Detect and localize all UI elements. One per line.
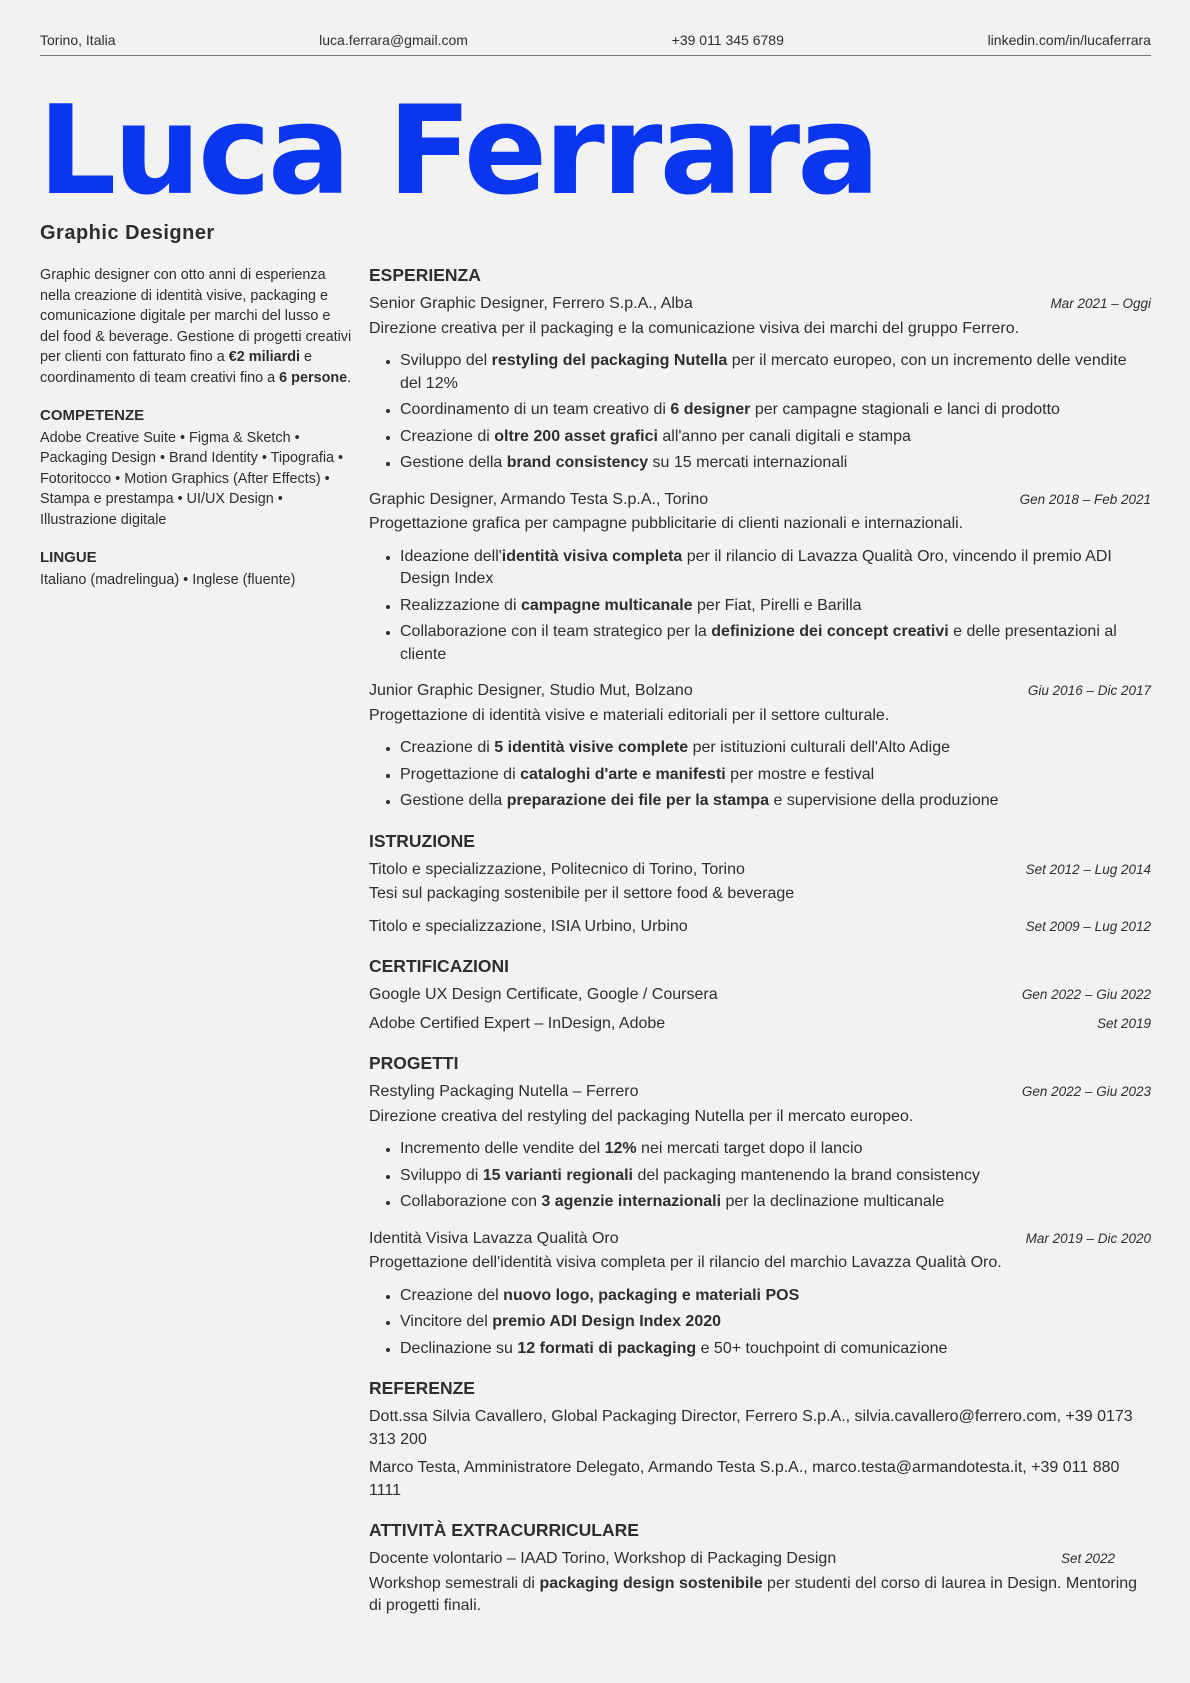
bullet-item: Realizzazione di campagne multicanale per Fiat, Pirelli e Barilla bbox=[383, 595, 1151, 618]
job-entry bbox=[369, 293, 1151, 475]
certification-date: Gen 2022 – Giu 2022 bbox=[1021, 987, 1151, 1002]
job-description: Progettazione di identità visive e materiali editoriali per il settore culturale. bbox=[369, 706, 890, 724]
project-bullets bbox=[369, 1285, 1151, 1361]
bullet-item: Progettazione di cataloghi d'arte e manifesti per mostre e festival bbox=[383, 764, 1151, 787]
bullet-item: Coordinamento di un team creativo di 6 designer per campagne stagionali e lanci di prodotto bbox=[383, 399, 1151, 422]
project-date: Mar 2019 – Dic 2020 bbox=[1025, 1230, 1151, 1246]
job-date: Mar 2021 – Oggi bbox=[1050, 296, 1151, 311]
summary-highlight: 6 persone bbox=[279, 369, 348, 386]
extracurricular-title: Docente volontario – IAAD Torino, Workshop di Packaging Design bbox=[369, 1550, 837, 1567]
job-entry bbox=[369, 680, 1151, 813]
education-description: Tesi sul packaging sostenibile per il settore food & beverage bbox=[369, 885, 795, 902]
skills-list: Adobe Creative Suite • Figma & Sketch • Packaging Design • Brand Identity • Tipografia • Fotoritocco • Motion Graphics (After Effects) • Stampa e prestampa • UI/UX Design • Illustrazione digitale bbox=[40, 429, 344, 528]
project-date: Gen 2022 – Giu 2023 bbox=[1021, 1084, 1151, 1099]
bullet-item: Incremento delle vendite del 12% nei mercati target dopo il lancio bbox=[383, 1138, 1151, 1161]
projects-heading: PROGETTI bbox=[369, 1053, 459, 1073]
contact-email[interactable]: luca.ferrara@gmail.com bbox=[319, 32, 468, 48]
education-date: Set 2009 – Lug 2012 bbox=[1025, 918, 1151, 934]
job-entry bbox=[369, 489, 1151, 667]
project-entry bbox=[369, 1081, 1151, 1214]
candidate-name: Luca Ferrara bbox=[38, 80, 878, 223]
job-bullets bbox=[369, 737, 1151, 813]
job-title: Senior Graphic Designer, Ferrero S.p.A., Alba bbox=[369, 295, 693, 312]
reference-entry: Marco Testa, Amministratore Delegato, Armando Testa S.p.A., marco.testa@armandotesta.it, +39 011 880 1111 bbox=[369, 1459, 1120, 1499]
languages-heading: LINGUE bbox=[40, 549, 97, 566]
certification-entry bbox=[369, 984, 1151, 1007]
education-title: Titolo e specializzazione, Politecnico di Torino, Torino bbox=[369, 860, 745, 878]
summary-text: . bbox=[347, 369, 352, 386]
main-content bbox=[369, 265, 1151, 1618]
sidebar bbox=[40, 265, 353, 590]
bullet-item: Ideazione dell'identità visiva completa per il rilancio di Lavazza Qualità Oro, vincendo il premio ADI Design Index bbox=[383, 546, 1151, 591]
bullet-item: Vincitore del premio ADI Design Index 2020 bbox=[383, 1311, 1151, 1334]
project-description: Progettazione dell'identità visiva completa per il rilancio del marchio Lavazza Qualità Oro. bbox=[369, 1254, 1002, 1271]
certification-date: Set 2019 bbox=[1096, 1015, 1151, 1031]
summary-text: Graphic designer con otto anni di esperienza nella creazione di identità visive, packaging e comunicazione digitale per marchi del lusso e del food & beverage. Gestione di progetti creativi per clienti con fatturato fino a bbox=[40, 267, 352, 365]
project-description: Direzione creativa del restyling del packaging Nutella per il mercato europeo. bbox=[369, 1107, 914, 1125]
languages-list: Italiano (madrelingua) • Inglese (fluente) bbox=[40, 571, 296, 588]
project-entry bbox=[369, 1228, 1151, 1361]
bullet-item: Gestione della brand consistency su 15 mercati internazionali bbox=[383, 452, 1151, 475]
extracurricular-description: Workshop semestrali di packaging design sostenibile per studenti del corso di laurea in Design. Mentoring di progetti finali. bbox=[369, 1574, 1138, 1614]
contact-bar bbox=[40, 32, 1151, 56]
bullet-item: Creazione di 5 identità visive complete per istituzioni culturali dell'Alto Adige bbox=[383, 737, 1151, 760]
extracurricular-date: Set 2022 bbox=[1060, 1551, 1115, 1566]
bullet-item: Collaborazione con il team strategico per la definizione dei concept creativi e delle presentazioni al cliente bbox=[383, 621, 1151, 666]
job-bullets bbox=[369, 546, 1151, 667]
skills-heading: COMPETENZE bbox=[40, 407, 145, 424]
education-entry bbox=[369, 916, 1151, 939]
extracurricular-heading: ATTIVITÀ EXTRACURRICULARE bbox=[369, 1520, 639, 1540]
project-title: Identità Visiva Lavazza Qualità Oro bbox=[369, 1229, 619, 1247]
education-date: Set 2012 – Lug 2014 bbox=[1025, 861, 1151, 877]
bullet-item: Gestione della preparazione dei file per la stampa e supervisione della produzione bbox=[383, 790, 1151, 813]
job-description: Direzione creativa per il packaging e la comunicazione visiva dei marchi del gruppo Ferrero. bbox=[369, 319, 1020, 337]
contact-phone[interactable]: +39 011 345 6789 bbox=[671, 32, 784, 48]
job-date: Giu 2016 – Dic 2017 bbox=[1027, 683, 1151, 698]
job-description: Progettazione grafica per campagne pubblicitarie di clienti nazionali e internazionali. bbox=[369, 515, 964, 532]
summary-highlight: €2 miliardi bbox=[228, 349, 300, 365]
summary-text: e coordinamento di team creativi fino a bbox=[40, 349, 312, 386]
bullet-item: Creazione del nuovo logo, packaging e materiali POS bbox=[383, 1285, 1151, 1308]
candidate-role: Graphic Designer bbox=[40, 222, 215, 244]
certification-title: Google UX Design Certificate, Google / Coursera bbox=[369, 986, 718, 1003]
extracurricular-entry bbox=[369, 1548, 1151, 1571]
certification-entry bbox=[369, 1013, 1151, 1036]
contact-linkedin[interactable]: linkedin.com/in/lucaferrara bbox=[987, 32, 1151, 48]
project-title: Restyling Packaging Nutella – Ferrero bbox=[369, 1083, 639, 1100]
certifications-heading: CERTIFICAZIONI bbox=[369, 956, 509, 976]
education-title: Titolo e specializzazione, ISIA Urbino, Urbino bbox=[369, 917, 688, 935]
profile-summary bbox=[40, 265, 353, 388]
experience-heading: ESPERIENZA bbox=[369, 265, 481, 285]
job-title: Graphic Designer, Armando Testa S.p.A., Torino bbox=[369, 490, 709, 508]
education-heading: ISTRUZIONE bbox=[369, 830, 475, 851]
certification-title: Adobe Certified Expert – InDesign, Adobe bbox=[369, 1014, 666, 1032]
bullet-item: Collaborazione con 3 agenzie internazionali per la declinazione multicanale bbox=[383, 1191, 1151, 1214]
bullet-item: Creazione di oltre 200 asset grafici all'anno per canali digitali e stampa bbox=[383, 426, 1151, 449]
education-entry bbox=[369, 859, 1151, 906]
bullet-item: Sviluppo del restyling del packaging Nutella per il mercato europeo, con un incremento delle vendite del 12% bbox=[383, 350, 1151, 395]
contact-location: Torino, Italia bbox=[40, 32, 116, 48]
bullet-item: Sviluppo di 15 varianti regionali del packaging mantenendo la brand consistency bbox=[383, 1165, 1151, 1188]
project-bullets bbox=[369, 1138, 1151, 1214]
job-date: Gen 2018 – Feb 2021 bbox=[1019, 491, 1151, 507]
job-title: Junior Graphic Designer, Studio Mut, Bolzano bbox=[369, 682, 693, 699]
reference-entry: Dott.ssa Silvia Cavallero, Global Packaging Director, Ferrero S.p.A., silvia.cavallero@ferrero.com, +39 0173 313 200 bbox=[369, 1408, 1133, 1448]
job-bullets bbox=[369, 350, 1151, 475]
bullet-item: Declinazione su 12 formati di packaging e 50+ touchpoint di comunicazione bbox=[383, 1338, 1151, 1361]
references-heading: REFERENZE bbox=[369, 1378, 475, 1398]
